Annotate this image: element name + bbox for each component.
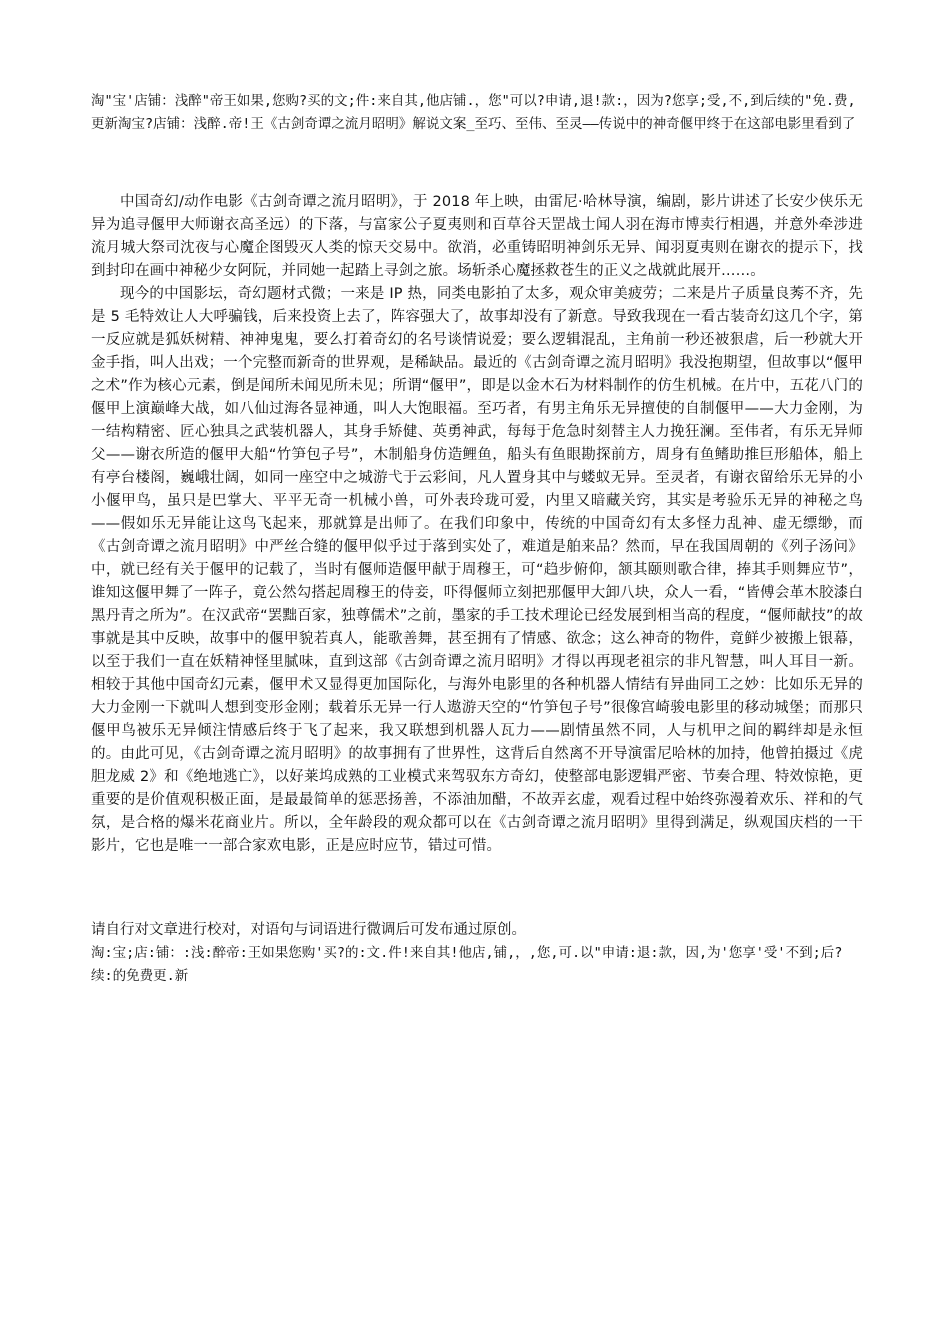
article-paragraph-review: 现今的中国影坛，奇幻题材式微；一来是 IP 热，同类电影拍了太多，观众审美疲劳；二来是片子质量良莠不齐，先是 5 毛特效让人大呼骗钱，后来投资上去了，阵容强大了，故事却没有了新意。导致我现在一看古装奇幻这几个字，第一反应就是狐妖树精、神神鬼鬼，要么打着奇幻的名号谈情说爱；要么逻辑混乱，主角前一秒还被狠虐，后一秒就大开金手指，叫人出戏；一个完整而新奇的世界观，是稀缺品。最近的《古剑奇谭之流月昭明》我没抱期望，但故事以“偃甲之术”作为核心元素，倒是闻所未闻见所未见；所谓“偃甲”，即是以金木石为材料制作的仿生机械。在片中，五花八门的偃甲上演巅峰大战，如八仙过海各显神通，叫人大饱眼福。至巧者，有男主角乐无异擅使的自制偃甲——大力金刚，为一结构精密、匠心独具之武装机器人，其身手矫健、英勇神武，每每于危急时刻替主人力挽狂澜。至伟者，有乐无异师父——谢衣所造的偃甲大船“竹笋包子号”，木制船身仿造鲤鱼，船头有鱼眼勘探前方，周身有鱼鳍助推巨形船体，船上有亭台楼阁，巍峨壮阔，如同一座空中之城游弋于云彩间，凡人置身其中与蝼蚁无异。至灵者，有谢衣留给乐无异的小小偃甲鸟，虽只是巴掌大、平平无奇一机械小兽，可外表玲珑可爱，内里又暗藏关窍，其实是考验乐无异的神秘之鸟——假如乐无异能让这鸟飞起来，那就算是出师了。在我们印象中，传统的中国奇幻有太多怪力乱神、虚无缥缈，而《古剑奇谭之流月昭明》中严丝合缝的偃甲似乎过于落到实处了，难道是舶来品？然而，早在我国周朝的《列子汤问》中，就已经有关于偃甲的记载了，当时有偃师造偃甲献于周穆王，可“趋步俯仰，颔其颐则歌合律，捧其手则舞应节”，谁知这偃甲舞了一阵子，竟公然勾搭起周穆王的侍妾，吓得偃师立刻把那偃甲大卸八块，众人一看，“皆傅会革木胶漆白黑丹青之所为”。在汉武帝“罢黜百家，独尊儒术”之前，墨家的手工技术理论已经发展到相当高的程度，“偃师献技”的故事就是其中反映，故事中的偃甲貌若真人，能歌善舞，甚至拥有了情感、欲念；这么神奇的物件，竟鲜少被搬上银幕，以至于我们一直在妖精神怪里腻味，直到这部《古剑奇谭之流月昭明》才得以再现老祖宗的非凡智慧，叫人耳目一新。相较于其他中国奇幻元素，偃甲术又显得更加国际化，与海外电影里的各种机器人情结有异曲同工之妙：比如乐无异的大力金刚一下就叫人想到变形金刚；载着乐无异一行人遨游天空的“竹笋包子号”很像宫崎骏电影里的移动城堡；而那只偃甲鸟被乐无异倾注情感后终于飞了起来，我又联想到机器人瓦力——剧情虽然不同，人与机甲之间的羁绊却是永恒的。由此可见，《古剑奇谭之流月昭明》的故事拥有了世界性，这背后自然离不开导演雷尼哈林的加持，他曾拍摄过《虎胆龙威 2》和《绝地逃亡》，以好莱坞成熟的工业模式来驾驭东方奇幻，使整部电影逻辑严密、节奏合理、特效惊艳，更重要的是价值观积极正面，是最最简单的惩恶扬善，不添油加醋，不故弄玄虚，观看过程中始终弥漫着欢乐、祥和的气氛，是合格的爆米花商业片。所以，全年龄段的观众都可以在《古剑奇谭之流月昭明》里得到满足，纵观国庆档的一干影片，它也是唯一一部合家欢电影，正是应时应节，错过可惜。: [91, 286, 863, 854]
footer-ad-text: 淘:宝;店:铺：:浅:醉帝:王如果您购'买?的:文.件!来自其!他店,铺,，,您,可.以"申请:退:款，因,为'您享'受'不到;后?续:的免费更.新: [91, 945, 843, 984]
article-body: [91, 191, 863, 858]
document-page: [91, 90, 863, 988]
footer-note: 请自行对文章进行校对，对语句与词语进行微调后可发布通过原创。: [91, 922, 526, 938]
document-header: 淘"宝'店铺：浅醉"帝王如果,您购?买的文;件:来自其,他店铺.，您"可以?申请,退!款:，因为?您享;受,不,到后续的"免.费,更新淘宝?店铺：浅醉.帝!王《古剑奇谭之流月昭明》解说文案_至巧、至伟、至灵——传说中的神奇偃甲终于在这部电影里看到了: [91, 93, 856, 132]
article-paragraph-intro: 中国奇幻/动作电影《古剑奇谭之流月昭明》，于 2018 年上映，由雷尼·哈林导演，编剧，影片讲述了长安少侠乐无异为追寻偃甲大师谢衣高圣远）的下落，与富家公子夏夷则和百草谷天罡战士闻人羽在海市博卖行相遇，并意外牵涉进流月城大祭司沈夜与心魔企图毁灭人类的惊天交易中。欲消，必重铸昭明神剑乐无异、闻羽夏夷则在谢衣的提示下，找到封印在画中神秘少女阿阮，并同她一起踏上寻剑之旅。场斩杀心魔拯救苍生的正义之战就此展开……。: [91, 194, 863, 279]
document-footer: [91, 919, 863, 988]
